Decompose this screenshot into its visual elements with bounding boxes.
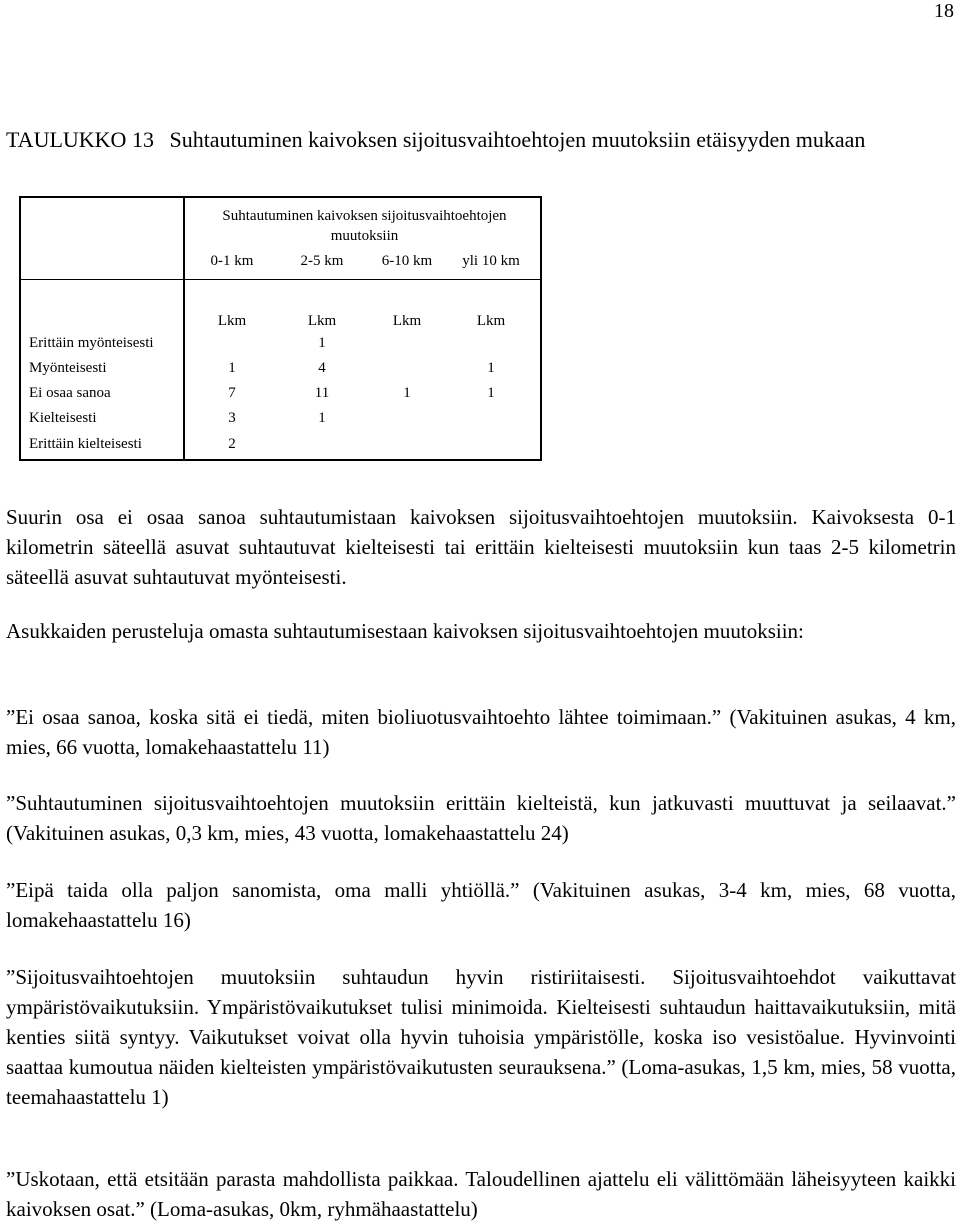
row-label: Myönteisesti	[29, 360, 107, 376]
quote-paragraph: ”Eipä taida olla paljon sanomista, oma malli yhtiöllä.” (Vakituinen asukas, 3-4 km, mies, 68 vuotta, lomakehaastattelu 16)	[6, 878, 956, 932]
table-cell: 11	[314, 385, 330, 401]
table-cell: 3	[228, 410, 236, 426]
row-label: Ei osaa sanoa	[29, 385, 111, 401]
column-header-unit: Lkm	[476, 313, 506, 329]
column-header-distance: 0-1 km	[210, 253, 254, 269]
table-header-title: Suhtautuminen kaivoksen sijoitusvaihtoehtojen muutoksiin	[222, 208, 507, 244]
table-cell: 1	[318, 410, 326, 426]
caption-label: TAULUKKO 13	[6, 127, 154, 152]
quote-paragraph: ”Ei osaa sanoa, koska sitä ei tiedä, miten bioliuotusvaihtoehto lähtee toimimaan.” (Vakituinen asukas, 4 km, mies, 66 vuotta, lomakehaastattelu 11)	[6, 705, 956, 759]
table-cell: 1	[487, 360, 495, 376]
column-header-unit: Lkm	[217, 313, 247, 329]
table-divider-vertical	[183, 198, 185, 459]
table-divider-horizontal	[21, 279, 540, 280]
table-cell: 7	[228, 385, 236, 401]
column-header-distance: 6-10 km	[381, 253, 433, 269]
table-cell: 4	[318, 360, 326, 376]
table-caption	[6, 125, 956, 155]
quote-paragraph: ”Suhtautuminen sijoitusvaihtoehtojen muutoksiin erittäin kielteistä, kun jatkuvasti muuttuvat ja seilaavat.” (Vakituinen asukas, 0,3 km, mies, 43 vuotta, lomakehaastattelu 24)	[6, 791, 956, 845]
column-header-unit: Lkm	[307, 313, 337, 329]
table-cell: 1	[228, 360, 236, 376]
caption-text: Suhtautuminen kaivoksen sijoitusvaihtoehtojen muutoksiin etäisyyden mukaan	[169, 127, 866, 152]
row-label: Erittäin myönteisesti	[29, 335, 154, 351]
page-number: 18	[934, 0, 954, 22]
table-cell: 1	[487, 385, 495, 401]
table-cell: 1	[318, 335, 326, 351]
row-label: Kielteisesti	[29, 410, 97, 426]
quote-paragraph: ”Uskotaan, että etsitään parasta mahdollista paikkaa. Taloudellinen ajattelu eli välittömään läheisyyteen kaikki kaivoksen osat.” (Loma-asukas, 0km, ryhmähaastattelu)	[6, 1167, 956, 1221]
paragraph-intro: Asukkaiden perusteluja omasta suhtautumisestaan kaivoksen sijoitusvaihtoehtojen muutoksiin:	[6, 619, 804, 643]
data-table	[19, 196, 542, 461]
paragraph-summary: Suurin osa ei osaa sanoa suhtautumistaan kaivoksen sijoitusvaihtoehtojen muutoksiin. Kaivoksesta 0-1 kilometrin säteellä asuvat suhtautuvat kielteisesti tai erittäin kielteisesti muutoksiin kun taas 2-5 kilometrin säteellä asuvat suhtautuvat myönteisesti.	[6, 505, 956, 589]
column-header-distance: 2-5 km	[300, 253, 344, 269]
quote-paragraph: ”Sijoitusvaihtoehtojen muutoksiin suhtaudun hyvin ristiriitaisesti. Sijoitusvaihtoehdot vaikuttavat ympäristövaikutuksiin. Ympäristövaikutukset tulisi minimoida. Kielteisesti suhtaudun haittavaikutuksiin, mitä kenties siitä syntyy. Vaikutukset voivat olla hyvin tuhoisia ympäristölle, koska iso vesistöalue. Hyvinvointi saattaa kumoutua näiden kielteisten ympäristövaikutusten seurauksena.” (Loma-asukas, 1,5 km, mies, 58 vuotta, teemahaastattelu 1)	[6, 965, 956, 1109]
table-cell: 2	[228, 436, 236, 452]
column-header-distance: yli 10 km	[462, 253, 520, 269]
row-label: Erittäin kielteisesti	[29, 436, 142, 452]
column-header-unit: Lkm	[392, 313, 422, 329]
table-cell: 1	[403, 385, 411, 401]
